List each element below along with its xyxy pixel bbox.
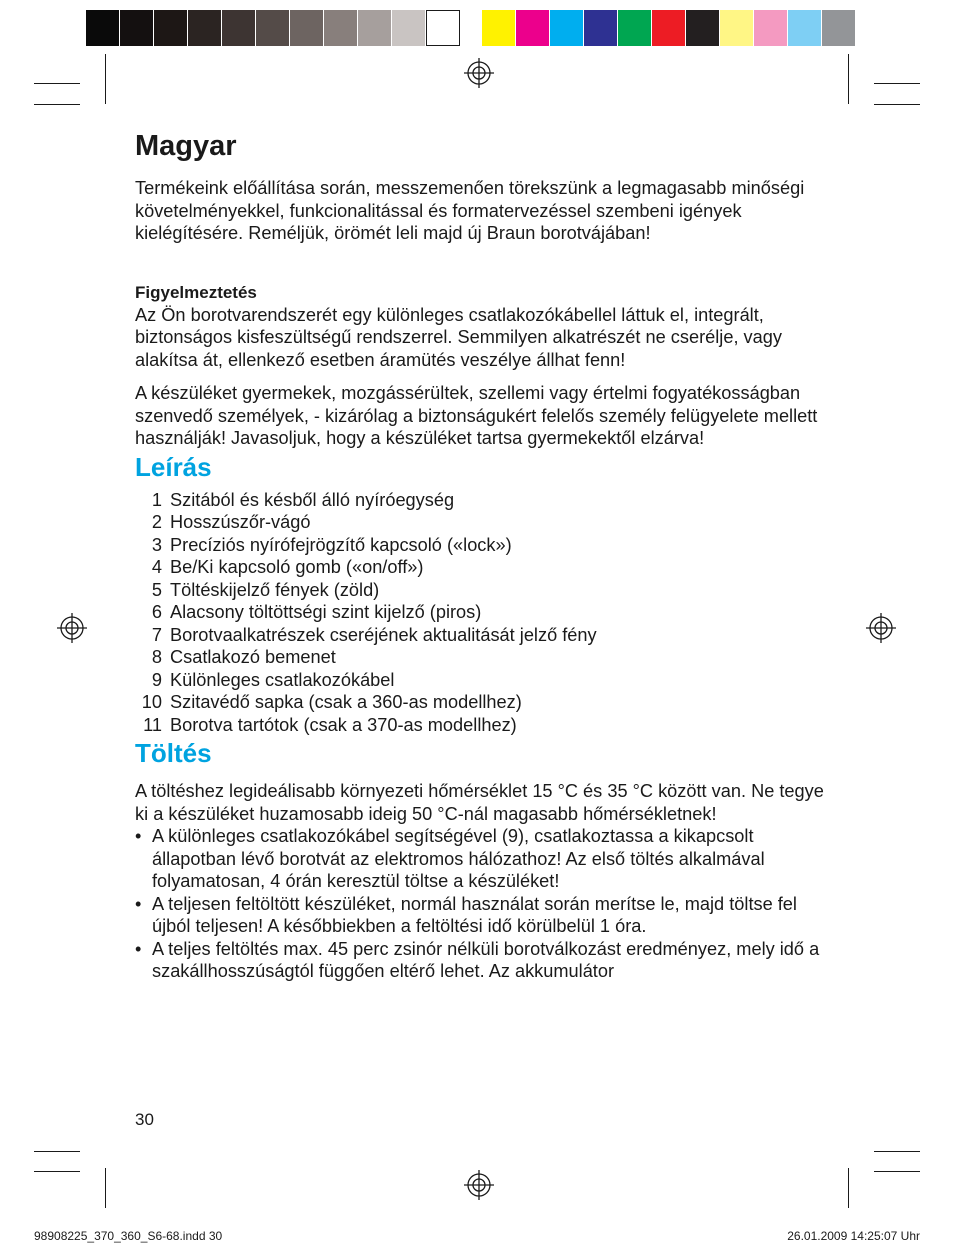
part-label: Csatlakozó bemenet [170, 647, 336, 667]
part-label: Szitából és késből álló nyíróegység [170, 489, 455, 510]
crop-mark [874, 83, 920, 84]
crop-mark [874, 1171, 920, 1172]
crop-mark [34, 1151, 80, 1152]
registration-mark-icon [464, 58, 494, 88]
color-swatch [358, 10, 392, 46]
crop-mark [874, 104, 920, 105]
color-swatch [482, 10, 516, 46]
charging-heading: Töltés [135, 738, 212, 768]
part-label: Borotvaalkatrészek cseréjének aktualitását jelző fény [170, 624, 597, 645]
registration-mark-icon [866, 613, 896, 643]
footer-file-info: 98908225_370_360_S6-68.indd 30 [34, 1229, 223, 1243]
part-number: 2 [151, 512, 162, 532]
list-item [135, 534, 825, 557]
bullet-text: A teljes feltöltés max. 45 perc zsinór nélküli borotválkozást eredményez, mely idő a szakállhosszúságtól függően eltérő lehet. Az akkumulátor [152, 938, 820, 981]
part-label: Szitavédő sapka (csak a 360-as modellhez) [170, 692, 522, 712]
color-swatch [584, 10, 618, 46]
part-label: Töltéskijelző fények (zöld) [170, 579, 380, 600]
color-swatch [550, 10, 584, 46]
list-item [135, 601, 825, 624]
part-number: 5 [151, 579, 162, 600]
color-swatch [324, 10, 358, 46]
list-item [135, 938, 825, 983]
part-number: 8 [151, 647, 162, 667]
grayscale-swatch-bar [86, 10, 460, 46]
color-swatch [188, 10, 222, 46]
color-swatch [720, 10, 754, 46]
list-item [135, 825, 825, 893]
part-number: 4 [151, 557, 162, 577]
registration-mark-icon [57, 613, 87, 643]
color-swatch [788, 10, 822, 46]
crop-mark [105, 1168, 106, 1208]
part-label: Hosszúszőr-vágó [170, 512, 311, 532]
list-item [135, 511, 825, 534]
bullet-text: A különleges csatlakozókábel segítségével (9), csatlakoztassa a kikapcsolt állapotban lévő borotvát az elektromos hálózathoz! Az első töltés alkalmával folyamatosan, 4 órán keresztül töltse a készüléket! [152, 826, 765, 891]
list-item [135, 691, 825, 714]
part-label: Különleges csatlakozókábel [170, 669, 395, 690]
part-label: Precíziós nyírófejrögzítő kapcsoló («lock») [170, 534, 512, 555]
page-title: Magyar [135, 130, 237, 162]
color-swatch [754, 10, 788, 46]
list-item [135, 489, 825, 512]
color-swatch [86, 10, 120, 46]
bullet-icon: • [135, 826, 142, 846]
list-item [135, 556, 825, 579]
color-swatch [154, 10, 188, 46]
color-swatch [426, 10, 460, 46]
crop-mark [34, 1171, 80, 1172]
color-swatch [256, 10, 290, 46]
bullet-icon: • [135, 893, 142, 914]
registration-mark-icon [464, 1170, 494, 1200]
crop-mark [874, 1151, 920, 1152]
warning-paragraph: Az Ön borotvarendszerét egy különleges csatlakozókábellel láttuk el, integrált, biztonságos kisfeszültségű rendszerrel. Semmilyen alkatrészét ne cserélje, vagy alakítsa át, ellenkező esetben áramütés veszélye állhat fenn! [135, 304, 782, 370]
color-swatch [618, 10, 652, 46]
part-label: Borotva tartótok (csak a 370-as modellhez) [170, 714, 517, 735]
list-item [135, 669, 825, 692]
crop-mark [34, 83, 80, 84]
page-number: 30 [135, 1110, 154, 1129]
part-label: Be/Ki kapcsoló gomb («on/off») [170, 557, 424, 577]
crop-mark [105, 54, 106, 104]
list-item [135, 714, 825, 737]
charging-bullet-list [135, 825, 825, 983]
color-swatch [686, 10, 720, 46]
bullet-text: A teljesen feltöltött készüléket, normál használat során merítse le, majd töltse fel újból teljesen! A későbbiekben a feltöltési idő körülbelül 1 óra. [152, 893, 797, 936]
color-swatch [822, 10, 856, 46]
description-heading: Leírás [135, 451, 212, 482]
color-swatch [222, 10, 256, 46]
crop-mark [34, 104, 80, 105]
color-swatch [652, 10, 686, 46]
crop-mark [848, 54, 849, 104]
part-number: 10 [141, 692, 162, 712]
warning-heading: Figyelmeztetés [135, 282, 257, 302]
color-swatch-bar [482, 10, 856, 46]
manual-page-content [135, 128, 825, 983]
bullet-icon: • [135, 938, 142, 959]
charging-intro-paragraph: A töltéshez legideálisabb környezeti hőmérséklet 15 °C és 35 °C között van. Ne tegye ki a készüléket huzamosabb ideig 50 °C-nál magasabb hőmérsékletnek! [135, 781, 824, 824]
footer-timestamp: 26.01.2009 14:25:07 Uhr [787, 1229, 920, 1243]
list-item [135, 893, 825, 938]
part-number: 3 [151, 534, 162, 555]
crop-mark [848, 1168, 849, 1208]
color-swatch [392, 10, 426, 46]
part-number: 11 [143, 714, 162, 735]
part-label: Alacsony töltöttségi szint kijelző (piros) [170, 602, 482, 622]
list-item [135, 579, 825, 602]
children-safety-paragraph: A készüléket gyermekek, mozgássérültek, szellemi vagy értelmi fogyatékosságban szenvedő személyek, - kizárólag a biztonságukért felelős személy felügyelete mellett használják! Javasoljuk, hogy a készüléket tartsa gyermekektől elzárva! [135, 383, 818, 448]
parts-list [135, 489, 825, 737]
part-number: 6 [151, 602, 162, 622]
part-number: 1 [151, 489, 162, 510]
list-item [135, 624, 825, 647]
color-swatch [516, 10, 550, 46]
part-number: 7 [151, 624, 162, 645]
list-item [135, 646, 825, 669]
color-swatch [290, 10, 324, 46]
intro-paragraph: Termékeink előállítása során, messzemenően törekszünk a legmagasabb minőségi követelményekkel, funkcionalitással és formatervezéssel szembeni igények kielégítésére. Reméljük, örömét leli majd új Braun borotvájában! [135, 178, 805, 243]
part-number: 9 [151, 669, 162, 690]
color-swatch [120, 10, 154, 46]
